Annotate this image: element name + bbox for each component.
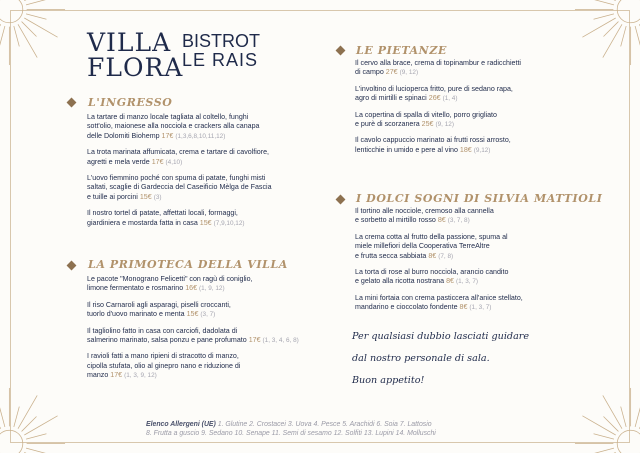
dish-allergens: (1, 3, 7): [455, 278, 479, 286]
dish-description-line: tuorlo d'uovo marinato e menta: [87, 310, 185, 319]
dish-description-line: Il tagliolino fatto in casa con carciofi, dadolata di: [87, 326, 238, 335]
dish-description-line: e sorbetto al mirtillo rosso: [355, 216, 436, 225]
dish-item: [87, 352, 327, 380]
diamond-bullet-icon: [67, 261, 77, 271]
dish-item: [87, 113, 327, 141]
dish-price: 17€: [161, 131, 174, 140]
dish-item: [355, 268, 605, 287]
dish-description-line: cipolla stufata, olio al ginepro nano e riduzione di: [87, 361, 241, 370]
dish-allergens: (9, 12): [435, 121, 454, 129]
dish-list-dolci: [355, 207, 605, 320]
note-line-2: dal nostro personale di sala.: [352, 353, 490, 364]
logo-flora: FLORA: [87, 53, 184, 82]
dish-list-primoteca: [87, 275, 327, 388]
dish-description-line: sott'olio, maionese alla nocciola e crackers alla canapa: [87, 122, 260, 131]
allergen-legend-text-1: 1. Glutine 2. Crostacei 3. Uova 4. Pesce 5. Arachidi 6. Soia 7. Lattosio: [217, 421, 432, 428]
dish-description-line: e frutta secca sabbiata: [355, 251, 427, 260]
dish-item: [355, 233, 605, 261]
dish-description-line: Il riso Carnaroli agli asparagi, piselli croccanti,: [87, 300, 231, 309]
handwritten-note: [352, 326, 529, 392]
logo-bistrot: BISTROT: [182, 31, 261, 51]
note-line-1: Per qualsiasi dubbio lasciati guidare: [352, 331, 530, 342]
dish-allergens: (1, 9, 12): [199, 285, 225, 293]
dish-item: [355, 111, 605, 130]
dish-allergens: (1, 3, 7): [469, 304, 492, 312]
dish-description-line: Il nostro tortel di patate, affettati locali, formaggi,: [87, 209, 238, 218]
dish-allergens: (1, 4): [442, 95, 458, 103]
dish-description-line: e purè di scorzanera: [355, 120, 420, 129]
dish-item: [87, 327, 327, 346]
section-title-dolci: I DOLCI SOGNI DI SILVIA MATTIOLI: [356, 192, 603, 205]
dish-description-line: La torta di rose al burro nocciola, arancio candito: [355, 268, 509, 277]
dish-description-line: delle Dolomiti Biohemp: [87, 131, 160, 140]
dish-item: [87, 301, 327, 320]
sunburst-corner-top-left: [0, 0, 90, 90]
dish-item: [87, 174, 327, 202]
dish-allergens: (1, 3, 4, 6, 8): [262, 337, 299, 345]
dish-description-line: Le pacote "Monograno Felicetti" con ragù di coniglio,: [87, 275, 253, 283]
dish-allergens: (4,10): [165, 158, 183, 166]
note-line-3: Buon appetito!: [352, 375, 425, 386]
dish-allergens: (7,9,10,12): [213, 219, 245, 227]
diamond-bullet-icon: [67, 98, 77, 108]
dish-description-line: limone fermentato e rosmarino: [87, 284, 184, 293]
dish-allergens: (3, 7, 8): [447, 217, 470, 225]
dish-item: [355, 294, 605, 313]
dish-description-line: La trota marinata affumicata, crema e tartare di cavolfiore,: [87, 148, 270, 157]
dish-allergens: (3, 7): [200, 311, 216, 319]
section-title-primoteca: LA PRIMOTECA DELLA VILLA: [88, 258, 288, 271]
dish-description-line: e tuille ai porcini: [87, 192, 138, 201]
dish-item: [355, 85, 605, 104]
allergen-legend-line-1: [146, 420, 436, 429]
dish-description-line: manzo: [87, 371, 109, 380]
section-title-ingresso: L'INGRESSO: [88, 96, 173, 109]
dish-item: [355, 136, 605, 155]
dish-allergens: (9, 12): [399, 69, 419, 77]
dish-allergens: (1, 3, 9, 12): [124, 372, 157, 380]
dish-description-line: agretti e mela verde: [87, 157, 150, 166]
dish-description-line: L'uovo fiemmino poché con spuma di patate, funghi misti: [87, 174, 266, 183]
dish-description-line: miele millefiori della Cooperativa TerreAltre: [355, 242, 490, 251]
dish-price: 8€: [437, 216, 446, 225]
dish-price: 15€: [186, 310, 199, 319]
dish-item: [87, 275, 327, 294]
dish-item: [355, 59, 605, 78]
dish-description-line: Il cervo alla brace, crema di topinambur e radicchietti: [355, 59, 521, 67]
dish-price: 8€: [428, 251, 437, 260]
logo-villa: VILLA: [87, 28, 172, 57]
allergen-legend-label: Elenco Allergeni (UE): [146, 421, 216, 428]
dish-price: 15€: [199, 218, 212, 227]
dish-price: 8€: [446, 277, 454, 286]
dish-item: [355, 207, 605, 226]
logo-le-rais: LE RAIS: [182, 50, 259, 70]
dish-allergens: (3): [153, 193, 162, 201]
dish-price: 27€: [385, 68, 398, 77]
sunburst-corner-bottom-right: [550, 363, 640, 453]
dish-description-line: La tartare di manzo locale tagliata al coltello, funghi: [87, 113, 249, 121]
dish-description-line: La crema cotta al frutto della passione, spuma al: [355, 232, 508, 241]
dish-description-line: Il tortino alle nocciole, cremoso alla cannella: [355, 207, 494, 215]
restaurant-logo: [87, 30, 297, 82]
dish-list-ingresso: [87, 113, 327, 235]
section-title-pietanze: LE PIETANZE: [356, 44, 447, 57]
allergen-legend: [146, 420, 436, 438]
dish-description-line: mandarino e cioccolato fondente: [355, 303, 458, 312]
diamond-bullet-icon: [336, 46, 346, 56]
diamond-bullet-icon: [336, 195, 346, 205]
dish-description-line: Il cavolo cappuccio marinato ai frutti rossi arrosto,: [355, 136, 511, 145]
dish-price: 26€: [428, 94, 441, 103]
dish-price: 17€: [151, 157, 164, 166]
allergen-legend-line-2: 8. Frutta a guscio 9. Sedano 10. Senape 11. Semi di sesamo 12. Solfiti 13. Lupini 14. Molluschi: [146, 430, 436, 437]
dish-price: 18€: [459, 145, 472, 154]
dish-description-line: agro di mirtilli e spinaci: [355, 94, 427, 103]
sunburst-corner-bottom-left: [0, 363, 90, 453]
dish-allergens: (1,3,6,8,10,11,12): [175, 132, 226, 140]
dish-description-line: I ravioli fatti a mano ripieni di stracotto di manzo,: [87, 352, 239, 361]
dish-description-line: lenticchie in umido e pere al vino: [355, 145, 458, 154]
dish-description-line: La mini fortaia con crema pasticcera all'anice stellato,: [355, 293, 523, 302]
dish-description-line: saltati, scaglie di Gardeccia del Caseificio Mèlga de Fascia: [87, 183, 272, 192]
dish-description-line: giardiniera e mostarda fatta in casa: [87, 218, 198, 227]
dish-description-line: L'involtino di lucioperca fritto, pure di sedano rapa,: [355, 84, 513, 93]
dish-price: 25€: [421, 120, 434, 129]
dish-description-line: di campo: [355, 68, 384, 77]
dish-price: 16€: [185, 284, 198, 293]
dish-item: [87, 148, 327, 167]
dish-allergens: (7, 8): [438, 252, 454, 260]
dish-price: 17€: [248, 336, 261, 345]
dish-description-line: La copertina di spalla di vitello, porro grigliato: [355, 110, 497, 119]
dish-allergens: (9,12): [473, 146, 491, 154]
dish-price: 15€: [139, 192, 152, 201]
dish-description-line: e gelato alla ricotta nostrana: [355, 277, 445, 286]
dish-price: 8€: [459, 303, 468, 312]
dish-description-line: salmerino marinato, salsa ponzu e pane profumato: [87, 336, 247, 345]
dish-item: [87, 209, 327, 228]
dish-list-pietanze: [355, 59, 605, 162]
dish-price: 17€: [110, 371, 123, 380]
